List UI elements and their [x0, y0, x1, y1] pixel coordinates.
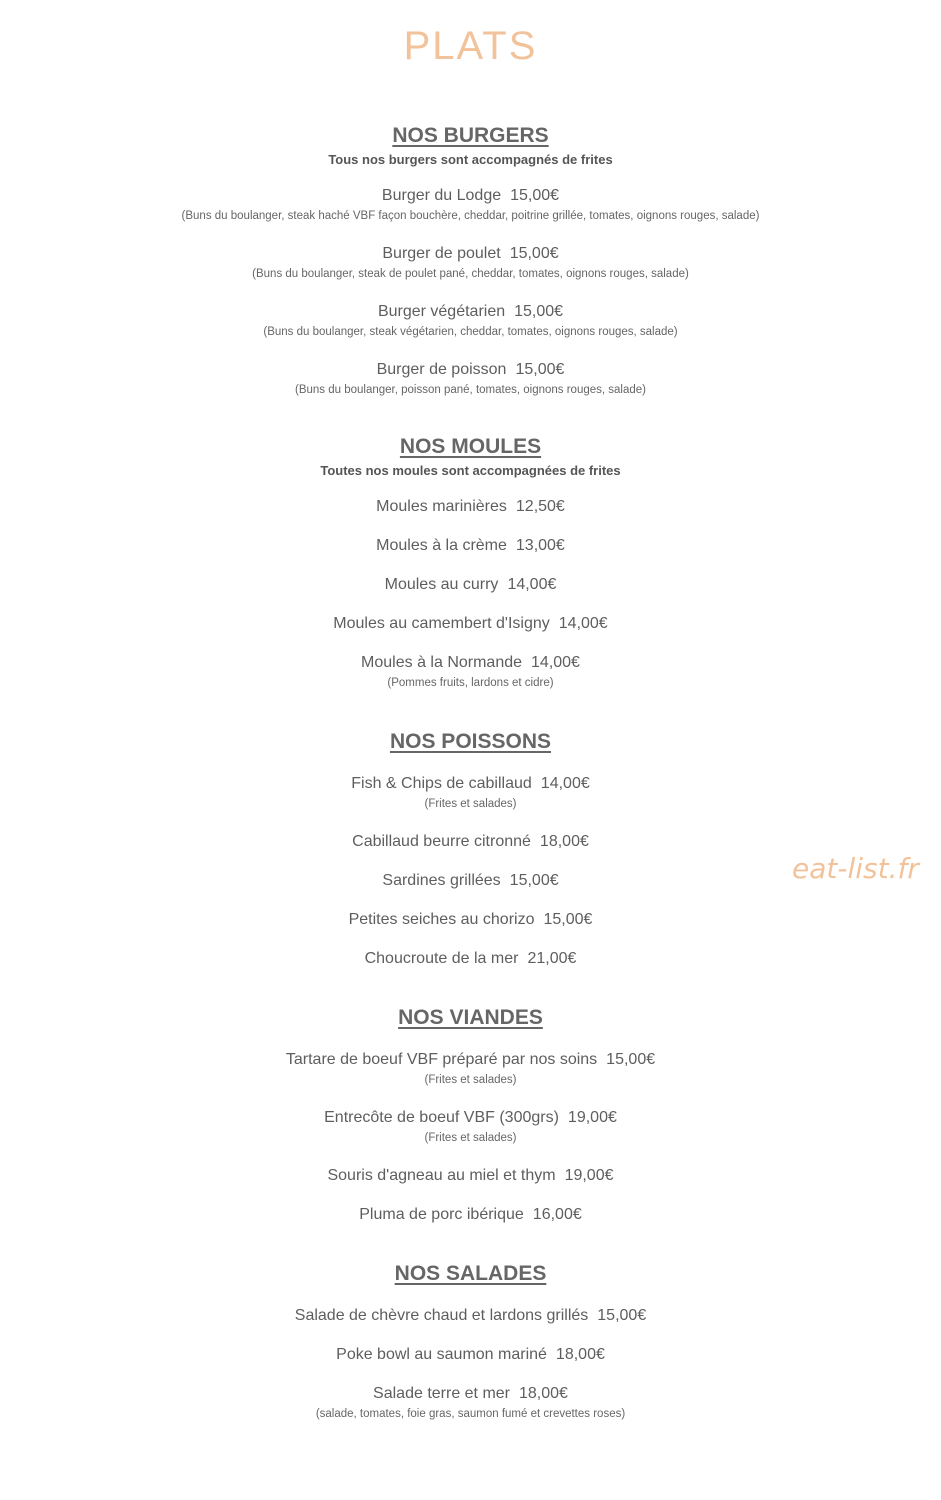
page-title: PLATS: [403, 24, 538, 68]
dish-price: 14,00€: [507, 576, 557, 593]
dish-price: 15,00€: [606, 1051, 656, 1068]
section-title-moules: NOS MOULES: [399, 435, 542, 458]
dish-price: 15,00€: [509, 872, 559, 889]
dish-item: [0, 871, 941, 890]
dish-item: [0, 302, 941, 340]
dish-item: [0, 1345, 941, 1364]
dish-description: (Buns du boulanger, poisson pané, tomates, oignons rouges, salade): [295, 384, 646, 396]
dish-price: 21,00€: [527, 950, 577, 967]
dish-name: Burger de poisson: [376, 361, 507, 378]
dish-item: [0, 1050, 941, 1088]
dish-item: [0, 1205, 941, 1224]
dish-item: [0, 910, 941, 929]
dish-price: 18,00€: [555, 1346, 605, 1363]
dish-price: 14,00€: [540, 775, 590, 792]
dish-item: [0, 1384, 941, 1422]
section-title-burgers: NOS BURGERS: [392, 124, 549, 147]
dish-name: Moules au camembert d'Isigny: [333, 615, 550, 632]
section-title-viandes: NOS VIANDES: [398, 1006, 543, 1029]
dish-price: 15,00€: [597, 1307, 647, 1324]
dish-name: Choucroute de la mer: [364, 950, 519, 967]
dish-price: 15,00€: [543, 911, 593, 928]
dish-name: Entrecôte de boeuf VBF (300grs): [324, 1109, 559, 1126]
section-salades: [0, 1260, 941, 1422]
dish-price: 18,00€: [519, 1385, 568, 1402]
section-viandes: [0, 1004, 941, 1224]
dish-item: [0, 949, 941, 968]
dish-name: Cabillaud beurre citronné: [352, 833, 531, 850]
dish-description: (Buns du boulanger, steak de poulet pané, cheddar, tomates, oignons rouges, salade): [252, 268, 689, 280]
dish-name: Moules à la crème: [376, 537, 507, 554]
dish-item: [0, 536, 941, 555]
dish-description: (Pommes fruits, lardons et cidre): [387, 677, 554, 689]
section-subtitle-burgers: Tous nos burgers sont accompagnés de frites: [328, 152, 613, 167]
dish-name: Moules au curry: [384, 576, 499, 593]
section-burgers: [0, 122, 941, 398]
dish-name: Salade terre et mer: [373, 1385, 510, 1402]
dish-description: (Buns du boulanger, steak haché VBF façon bouchère, cheddar, poitrine grillée, tomates, oignons rouges, salade): [181, 210, 760, 222]
dish-price: 14,00€: [558, 615, 608, 632]
dish-price: 13,00€: [515, 537, 565, 554]
dish-description: (Frites et salades): [424, 1074, 517, 1086]
dish-item: [0, 1108, 941, 1146]
dish-name: Tartare de boeuf VBF préparé par nos soins: [285, 1051, 598, 1068]
dish-price: 19,00€: [564, 1167, 614, 1184]
dish-price: 12,50€: [515, 498, 565, 515]
dish-name: Petites seiches au chorizo: [348, 911, 535, 928]
dish-name: Poke bowl au saumon mariné: [336, 1346, 547, 1363]
dish-item: [0, 1306, 941, 1325]
dish-item: [0, 774, 941, 812]
dish-name: Pluma de porc ibérique: [359, 1206, 524, 1223]
dish-name: Burger végétarien: [377, 303, 506, 320]
dish-price: 14,00€: [531, 654, 580, 671]
dish-price: 19,00€: [567, 1109, 617, 1126]
dish-name: Fish & Chips de cabillaud: [351, 775, 532, 792]
dish-item: [0, 653, 941, 691]
dish-item: [0, 497, 941, 516]
dish-description: (Frites et salades): [424, 798, 517, 810]
dish-price: 15,00€: [514, 303, 564, 320]
dish-item: [0, 244, 941, 282]
dish-item: [0, 360, 941, 398]
dish-name: Moules à la Normande: [361, 654, 523, 671]
dish-name: Souris d'agneau au miel et thym: [327, 1167, 556, 1184]
dish-price: 18,00€: [539, 833, 589, 850]
dish-item: [0, 186, 941, 224]
dish-price: 16,00€: [532, 1206, 582, 1223]
dish-item: [0, 1166, 941, 1185]
dish-description: (Frites et salades): [424, 1132, 517, 1144]
section-moules: [0, 433, 941, 691]
dish-description: (salade, tomates, foie gras, saumon fumé et crevettes roses): [315, 1408, 626, 1420]
dish-name: Sardines grillées: [382, 872, 501, 889]
dish-description: (Buns du boulanger, steak végétarien, cheddar, tomates, oignons rouges, salade): [263, 326, 678, 338]
dish-price: 15,00€: [515, 361, 565, 378]
section-poissons: [0, 728, 941, 968]
dish-name: Moules marinières: [376, 498, 507, 515]
dish-price: 15,00€: [509, 245, 559, 262]
section-title-poissons: NOS POISSONS: [389, 730, 552, 753]
section-subtitle-moules: Toutes nos moules sont accompagnées de frites: [320, 463, 621, 478]
dish-item: [0, 575, 941, 594]
section-title-salades: NOS SALADES: [394, 1262, 547, 1285]
dish-item: [0, 614, 941, 633]
watermark: eat-list.fr: [792, 852, 919, 885]
dish-price: 15,00€: [510, 187, 560, 204]
dish-item: [0, 832, 941, 851]
dish-name: Salade de chèvre chaud et lardons grillés: [294, 1307, 589, 1324]
dish-name: Burger du Lodge: [381, 187, 502, 204]
dish-name: Burger de poulet: [382, 245, 501, 262]
